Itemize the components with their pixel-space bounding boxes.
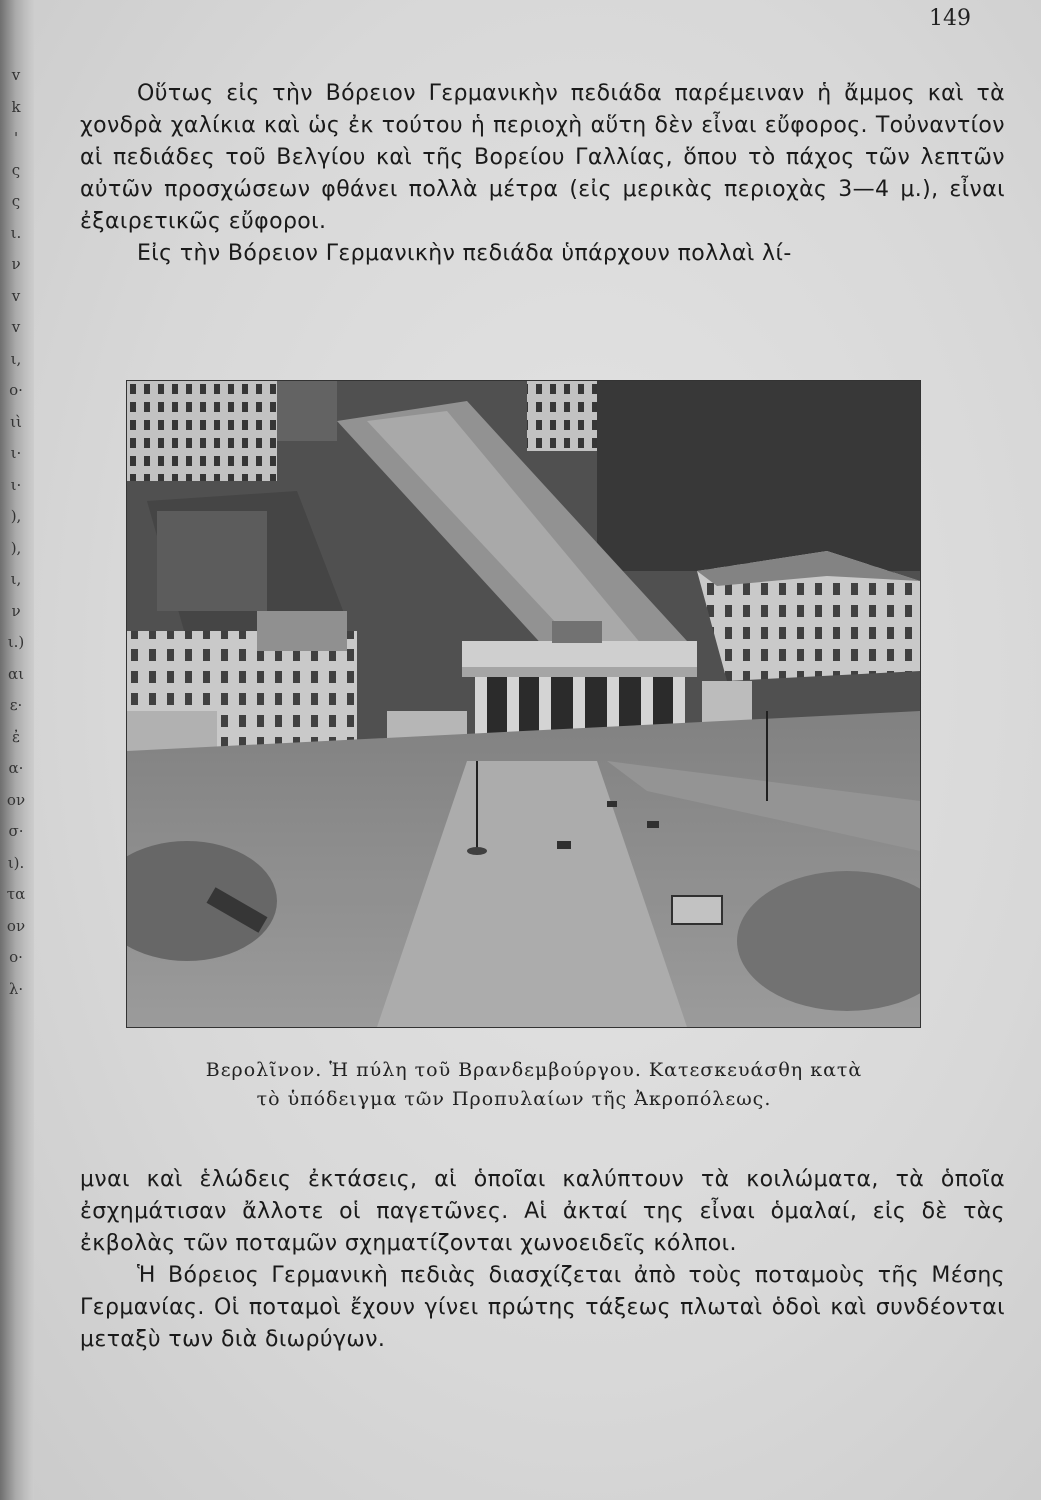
adjacent-fragment: ο· xyxy=(9,948,23,966)
adjacent-fragment: ο· xyxy=(9,381,23,399)
adjacent-fragment: α· xyxy=(8,759,24,777)
adjacent-fragment: ε· xyxy=(9,696,23,714)
adjacent-fragment: ι· xyxy=(10,475,22,494)
adjacent-fragment: λ· xyxy=(8,979,24,998)
adjacent-fragment: ιὶ xyxy=(10,412,22,431)
adjacent-page-fragments xyxy=(2,60,30,1005)
adjacent-fragment: ν xyxy=(11,601,21,620)
paragraph: μναι καὶ ἑλώδεις ἐκτάσεις, αἱ ὁποῖαι καλύπτουν τὰ κοιλώματα, τὰ ὁποῖα ἐσχημάτισαν ἄλλοτε οἱ παγετῶνες. Αἱ ἀκταί της εἶναι ὁμαλαί, εἰς δὲ τὰς ἐκβολὰς τῶν ποταμῶν σχηματίζονται χωνοειδεῖς κόλποι. xyxy=(80,1167,1005,1256)
adjacent-fragment: k xyxy=(11,97,21,116)
page-number: 149 xyxy=(929,6,971,31)
adjacent-fragment: ), xyxy=(10,538,22,557)
paragraph: Εἰς τὴν Βόρειον Γερμανικὴν πεδιάδα ὑπάρχουν πολλαὶ λί- xyxy=(137,241,792,266)
adjacent-fragment: ι, xyxy=(10,570,22,588)
adjacent-fragment: ς xyxy=(11,160,21,179)
adjacent-fragment: ι· xyxy=(10,444,22,462)
caption-line-1: Βερολῖνον. Ἡ πύλη τοῦ Βρανδεμβούργου. Κατεσκευάσθη κατὰ xyxy=(205,1059,863,1081)
adjacent-fragment: αι xyxy=(7,664,24,683)
adjacent-fragment: ' xyxy=(13,129,19,147)
text-block-bottom xyxy=(80,1164,1005,1356)
figure-caption xyxy=(124,1056,944,1114)
adjacent-fragment: ἐ xyxy=(11,727,21,746)
adjacent-fragment: τα xyxy=(6,885,26,903)
adjacent-fragment: ι). xyxy=(7,853,25,872)
adjacent-fragment: v xyxy=(11,66,21,84)
adjacent-fragment: ι, xyxy=(10,349,22,368)
adjacent-fragment: ον xyxy=(6,790,26,809)
adjacent-fragment: ον xyxy=(6,916,26,935)
adjacent-fragment: v xyxy=(11,286,21,305)
book-page xyxy=(34,0,1041,1500)
paragraph: Ἡ Βόρειος Γερμανικὴ πεδιὰς διασχίζεται ἀπὸ τοὺς ποταμοὺς τῆς Μέσης Γερμανίας. Οἱ ποταμοὶ ἔχουν γίνει πρώτης τάξεως πλωταὶ ὁδοὶ καὶ συνδέονται μεταξὺ των διὰ διωρύγων. xyxy=(80,1263,1005,1352)
photo-brandenburg-gate xyxy=(126,380,921,1028)
adjacent-fragment: σ· xyxy=(8,822,24,840)
adjacent-fragment: ς xyxy=(11,192,21,210)
caption-line-2: τὸ ὑπόδειγμα τῶν Προπυλαίων τῆς Ἀκροπόλεως. xyxy=(256,1088,772,1110)
adjacent-fragment: ι.) xyxy=(7,633,25,651)
book-binding-edge xyxy=(0,0,34,1500)
paragraph: Οὕτως εἰς τὴν Βόρειον Γερμανικὴν πεδιάδα παρέμειναν ἡ ἄμμος καὶ τὰ χονδρὰ χαλίκια καὶ ὡς ἐκ τούτου ἡ περιοχὴ αὕτη δὲν εἶναι εὔφορος. Τοὐναντίον αἱ πεδιάδες τοῦ Βελγίου καὶ τῆς Βορείου Γαλλίας, ὅπου τὸ πάχος τῶν λεπτῶν αὐτῶν προσχώσεων φθάνει πολλὰ μέτρα (εἰς μερικὰς περιοχὰς 3—4 μ.), εἶναι ἐξαιρετικῶς εὔφοροι. xyxy=(80,81,1005,234)
text-block-top xyxy=(80,78,1005,270)
adjacent-fragment: ), xyxy=(10,507,22,525)
adjacent-fragment: v xyxy=(11,318,21,336)
photo-illustration xyxy=(127,381,920,1027)
adjacent-fragment: ι. xyxy=(10,223,22,242)
adjacent-fragment: ν xyxy=(11,255,21,273)
